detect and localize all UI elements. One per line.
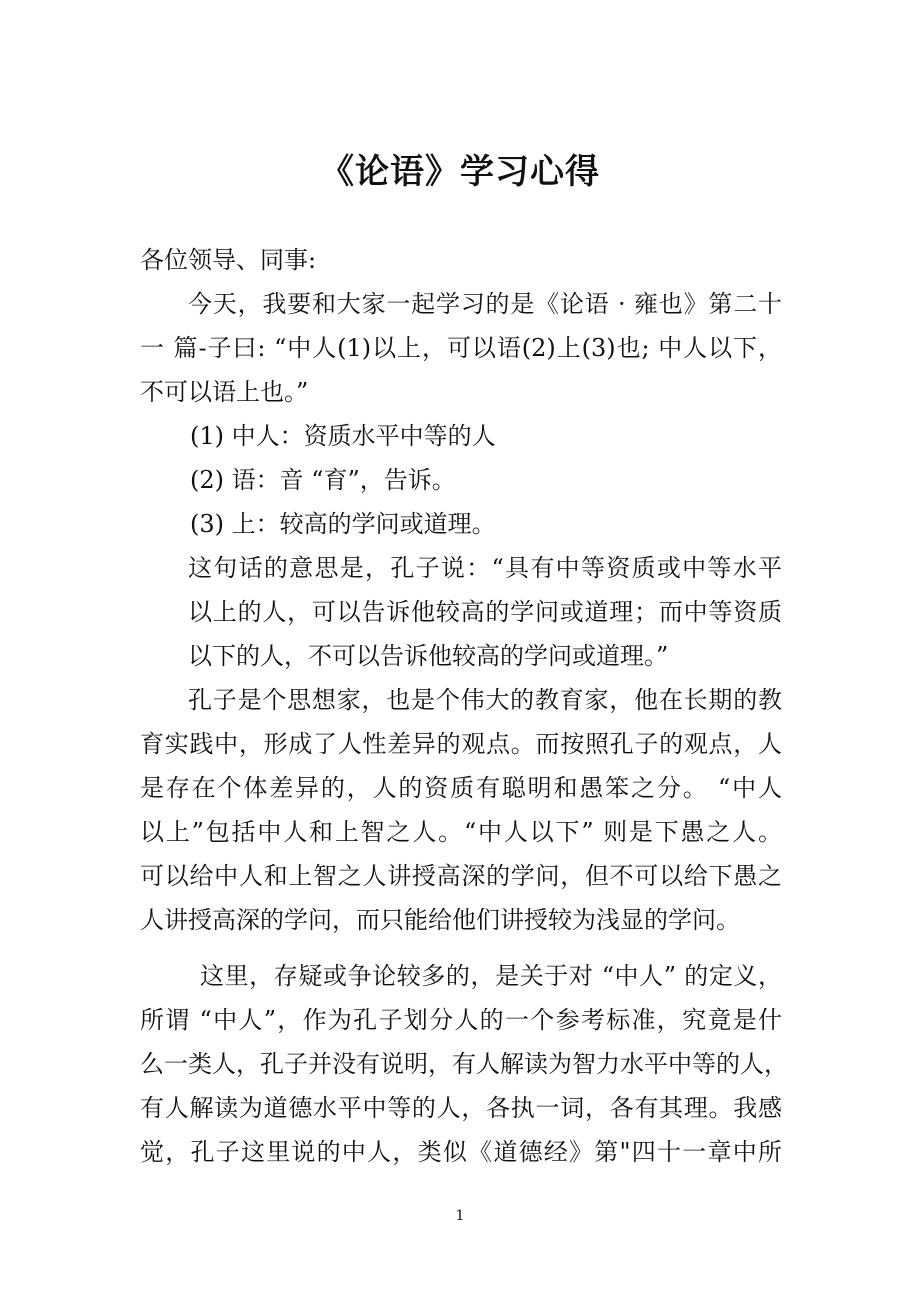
greeting-line: 各位领导、同事: — [140, 246, 317, 274]
paragraph-line: 么一类人，孔子并没有说明，有人解读为智力水平中等的人， — [140, 1050, 788, 1078]
note-line-1: (1) 中人：资质水平中等的人 — [190, 422, 496, 450]
explanation-line: 这句话的意思是，孔子说：“具有中等资质或中等水平 — [188, 554, 782, 582]
paragraph-line: 今天，我要和大家一起学习的是《论语 · 雍也》第二十 — [188, 290, 782, 318]
explanation-line: 以上的人，可以告诉他较高的学问或道理；而中等资质 — [188, 598, 782, 626]
paragraph-line: 是存在个体差异的，人的资质有聪明和愚笨之分。 “中人 — [140, 774, 782, 802]
paragraph-line: 以上”包括中人和上智之人。“中人以下” 则是下愚之人。 — [140, 818, 782, 846]
paragraph-line: 孔子是个思想家，也是个伟大的教育家，他在长期的教 — [188, 686, 782, 714]
paragraph-line: 觉，孔子这里说的中人，类似《道德经》第"四十一章中所 — [140, 1138, 782, 1166]
paragraph-line: 所谓 “中人”，作为孔子划分人的一个参考标准，究竟是什 — [140, 1006, 782, 1034]
paragraph-line: 育实践中，形成了人性差异的观点。而按照孔子的观点，人 — [140, 730, 782, 758]
note-line-3: (3) 上：较高的学问或道理。 — [190, 510, 496, 538]
document-title: 《论语》学习心得 — [320, 152, 600, 192]
paragraph-line: 一 篇-子曰: “中人(1)以上，可以语(2)上(3)也; 中人以下， — [140, 334, 782, 362]
paragraph-line: 有人解读为道德水平中等的人，各执一词，各有其理。我感 — [140, 1094, 782, 1122]
explanation-line: 以下的人，不可以告诉他较高的学问或道理。” — [188, 642, 669, 670]
note-line-2: (2) 语：音 “育”，告诉。 — [190, 466, 456, 494]
paragraph-line: 这里，存疑或争论较多的，是关于对 “中人” 的定义， — [200, 962, 782, 990]
paragraph-line: 不可以语上也。” — [140, 378, 309, 406]
paragraph-line: 人讲授高深的学问，而只能给他们讲授较为浅显的学问。 — [140, 906, 740, 934]
page-number: 1 — [455, 1208, 465, 1224]
paragraph-line: 可以给中人和上智之人讲授高深的学问，但不可以给下愚之 — [140, 862, 782, 890]
